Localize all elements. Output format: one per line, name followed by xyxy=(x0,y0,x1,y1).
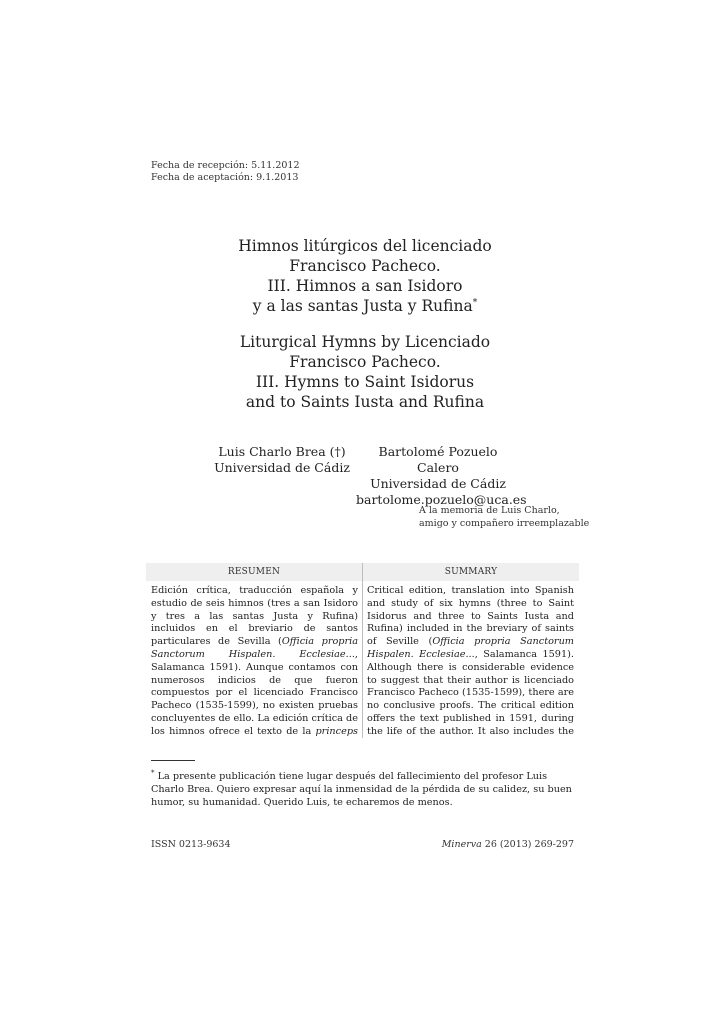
summary-text xyxy=(367,585,574,737)
issn: ISSN 0213-9634 xyxy=(151,839,231,850)
title-es-line: Himnos litúrgicos del licenciado xyxy=(238,237,492,255)
resumen-heading: RESUMEN xyxy=(227,567,281,577)
dedication-line: A la memoria de Luis Charlo, xyxy=(419,505,560,516)
dedication xyxy=(419,504,589,530)
resumen-part: Edición crítica, traducción española y estudio de seis himnos (tres a san Isidoro y tres a las santas Justa y Rufina) incluidos en el breviario de santos particulares de Sevilla ( xyxy=(151,585,358,648)
resumen-italic-princeps: princeps xyxy=(315,725,358,737)
received-date: Fecha de recepción: 5.11.2012 xyxy=(151,160,300,171)
author-name: Luis Charlo Brea (†) xyxy=(218,444,346,459)
resumen-text xyxy=(151,585,358,737)
footnote-mark: * xyxy=(151,769,155,777)
resumen-part: , Salamanca 1591). Aunque contamos con numerosos indicios de que fueron compuestos por el licenciado Francisco Pacheco (1535-1599), no existen pruebas concluyentes de ello. La edición crítica de los himnos ofrece el texto de la xyxy=(151,648,358,737)
resumen-italic-title: Officia propria Sanctorum Hispalen. Ecclesiae... xyxy=(151,636,358,660)
summary-part: Critical edition, translation into Spanish and study of six hymns (three to Saint Isidorus and three to Saints Iusta and Rufina) included in the breviary of saints of Seville ( xyxy=(367,585,574,648)
author-affiliation: Universidad de Cádiz xyxy=(214,460,350,475)
submission-dates xyxy=(151,160,300,184)
title-en-line: Liturgical Hymns by Licenciado xyxy=(239,333,491,351)
journal-volume-pages: 26 (2013) 269-297 xyxy=(481,839,574,850)
author-name: Bartolomé Pozuelo Calero xyxy=(378,444,498,475)
title-spanish xyxy=(150,236,580,316)
title-en-line: Francisco Pacheco. xyxy=(289,353,441,371)
footnote-rule xyxy=(151,760,195,761)
author-email-link[interactable]: bartolome.pozuelo@uca.es xyxy=(356,492,527,507)
title-es-line: III. Himnos a san Isidoro xyxy=(267,277,463,295)
title-en-line: III. Hymns to Saint Isidorus xyxy=(255,373,475,391)
title-es-line xyxy=(150,296,580,316)
journal-name: Minerva xyxy=(441,839,482,850)
summary-heading: SUMMARY xyxy=(444,567,498,577)
footnote-text: La presente publicación tiene lugar después del fallecimiento del profesor Luis Charlo Brea. Quiero expresar aquí la inmensidad de la pérdida de su calidez, su buen humor, su humanidad. Querido Luis, te echaremos de menos. xyxy=(151,771,572,809)
summary-part: , Salamanca 1591). Although there is considerable evidence to suggest that their author is licenciado Francisco Pacheco (1535-1599), there are no conclusive proofs. The critical edition offers the text published in 1591, during the life of the author. It also includes the xyxy=(367,648,574,737)
author-pozuelo xyxy=(356,444,527,508)
journal-citation xyxy=(442,839,574,850)
accepted-date: Fecha de aceptación: 9.1.2013 xyxy=(151,172,299,183)
footnote xyxy=(151,767,575,809)
title-es-line4-text: y a las santas Justa y Rufina xyxy=(252,297,473,315)
title-footnote-mark[interactable]: * xyxy=(472,297,478,308)
title-es-line: Francisco Pacheco. xyxy=(289,257,441,275)
title-en-line: and to Saints Iusta and Rufina xyxy=(245,393,485,411)
author-charlo xyxy=(214,444,350,476)
dedication-line: amigo y compañero irreemplazable xyxy=(419,518,590,529)
title-english xyxy=(150,332,580,412)
author-affiliation: Universidad de Cádiz xyxy=(370,476,506,491)
summary-italic-title: Officia propria Sanctorum Hispalen. Ecclesiae... xyxy=(367,636,574,660)
abstract-column-divider xyxy=(362,563,363,738)
